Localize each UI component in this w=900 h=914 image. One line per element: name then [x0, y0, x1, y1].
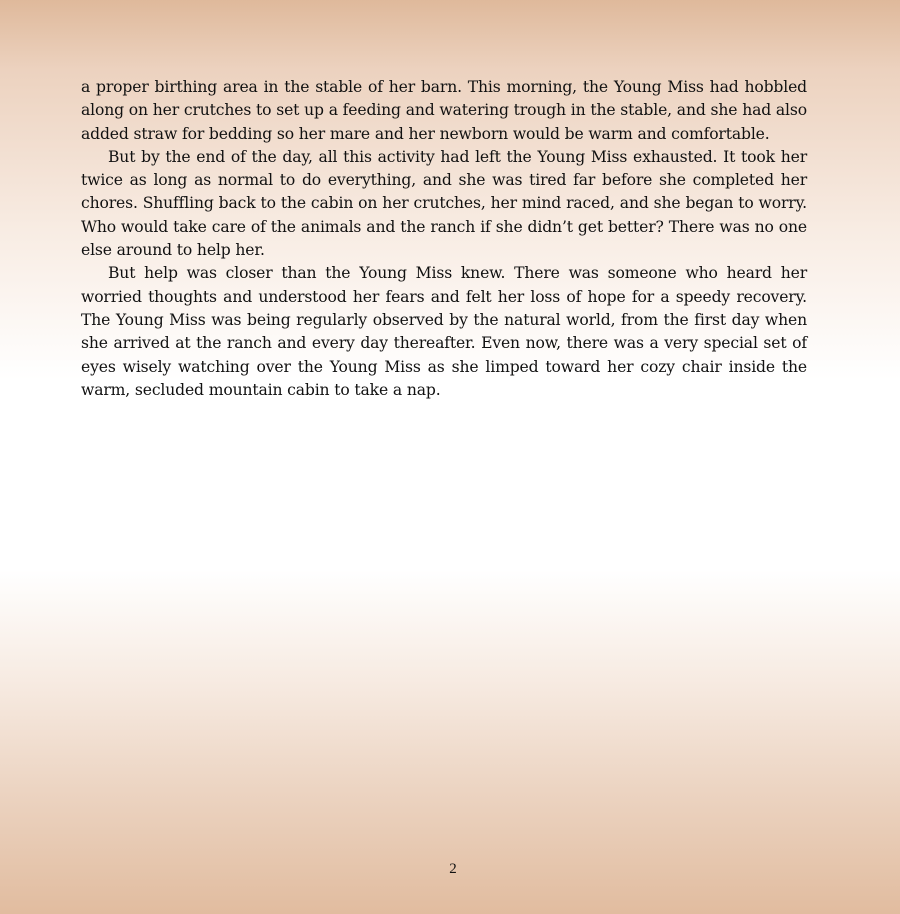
paragraph: But help was closer than the Young Miss knew. There was someone who heard her worried thoughts and understood her fears and felt her loss of hope for a speedy recovery. The Young Miss was being regularly observed by the natural world, from the first day when she arrived at the ranch and every day thereafter. Even now, there was a very special set of eyes wisely watching over the Young Miss as she limped toward her cozy chair inside the warm, secluded mountain cabin to take a nap. [81, 264, 807, 399]
paragraph: But by the end of the day, all this activity had left the Young Miss exhausted. It took her twice as long as normal to do everything, and she was tired far before she completed her chores. Shuffling back to the cabin on her crutches, her mind raced, and she began to worry. Who would take care of the animals and the ranch if she didn’t get better? There was no one else around to help her. [81, 147, 807, 260]
page-number: 2 [449, 861, 457, 877]
paragraph-continued: a proper birthing area in the stable of her barn. This morning, the Young Miss had hobbled along on her crutches to set up a feeding and watering trough in the stable, and she had also added straw for bedding so her mare and her newborn would be warm and comfortable. [81, 78, 807, 143]
page-body-text [81, 76, 807, 402]
